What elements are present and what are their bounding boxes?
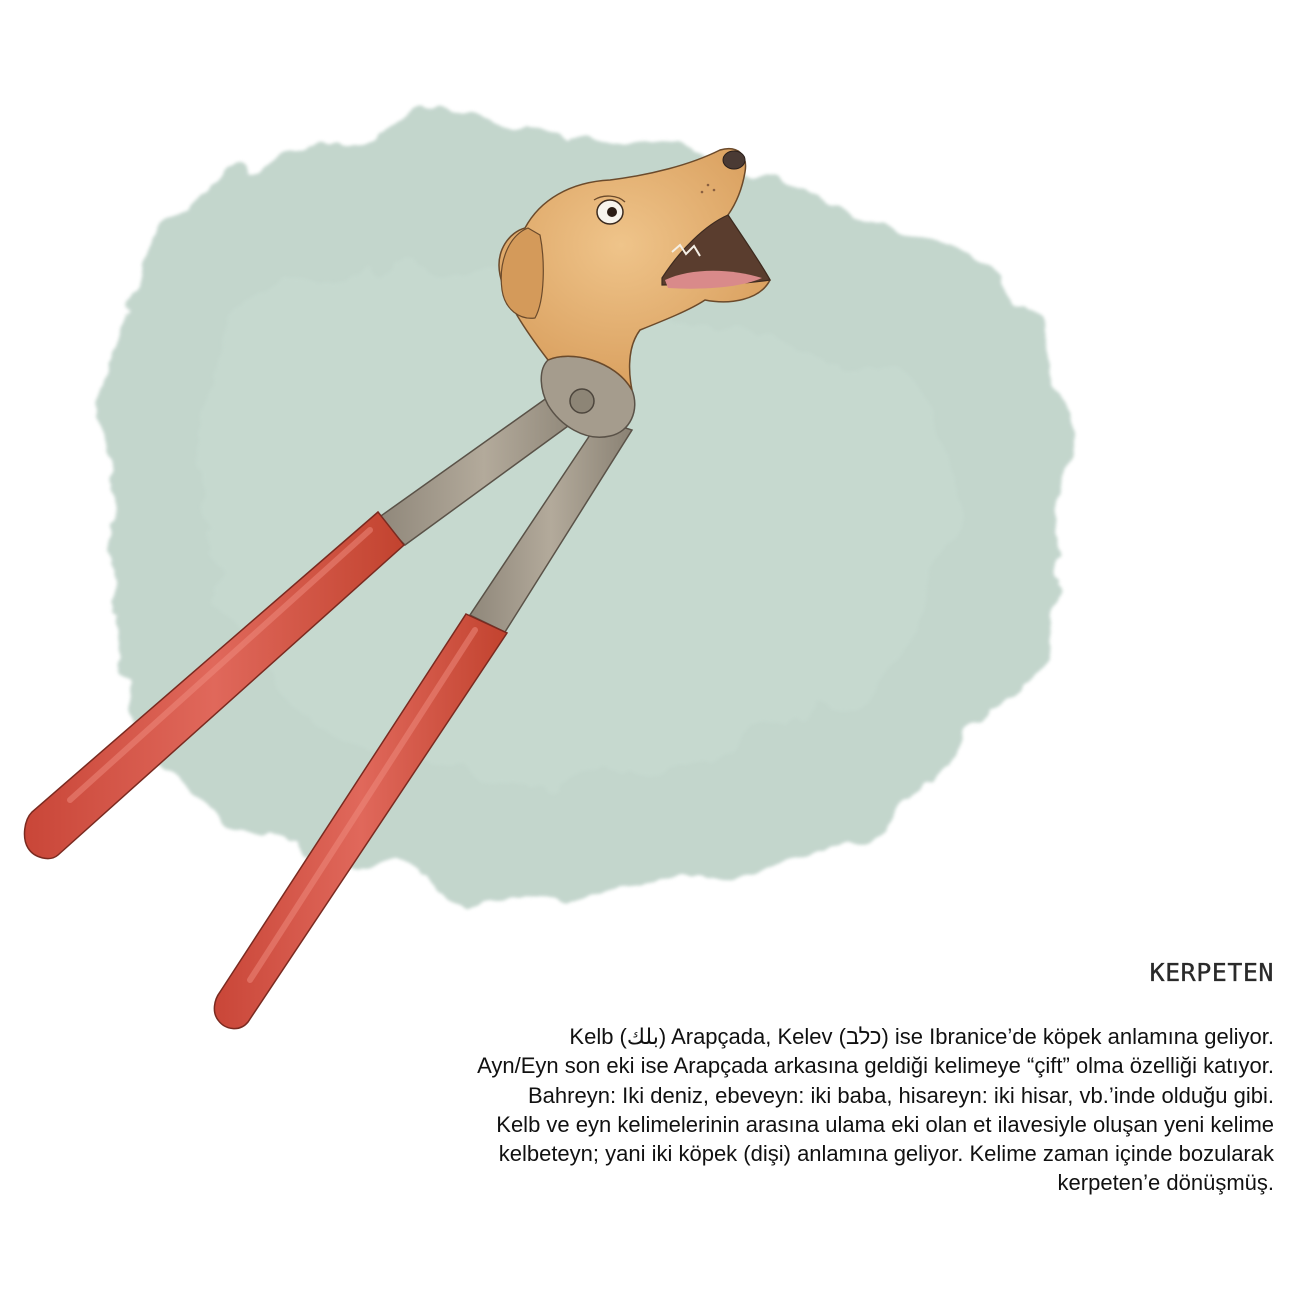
paragraph-line: Ayn/Eyn son eki ise Arapçada arkasına geldiği kelimeye “çift” olma özelliği katıyor. [477,1053,1274,1079]
paragraph-line: Kelb ve eyn kelimelerinin arasına ulama eki olan et ilavesiyle oluşan yeni kelime [496,1111,1274,1137]
paragraph-line: Bahreyn: Iki deniz, ebeveyn: iki baba, hisareyn: iki hisar, vb.’inde olduğu gibi. [528,1082,1274,1108]
paragraph-line: Kelb (بلك) Arapçada, Kelev (כלב) ise Ibranice’de köpek anlamına geliyor. [569,1024,1274,1049]
page-title: KERPETEN [1149,958,1274,987]
dog-nose [723,151,745,169]
paragraph-line: kerpeten’e dönüşmüş. [1057,1170,1274,1196]
paragraph-line: kelbeteyn; yani iki köpek (dişi) anlamına geliyor. Kelime zaman içinde bozularak [498,1141,1274,1167]
pivot-bolt [570,389,594,413]
description-paragraph [174,1022,1274,1198]
